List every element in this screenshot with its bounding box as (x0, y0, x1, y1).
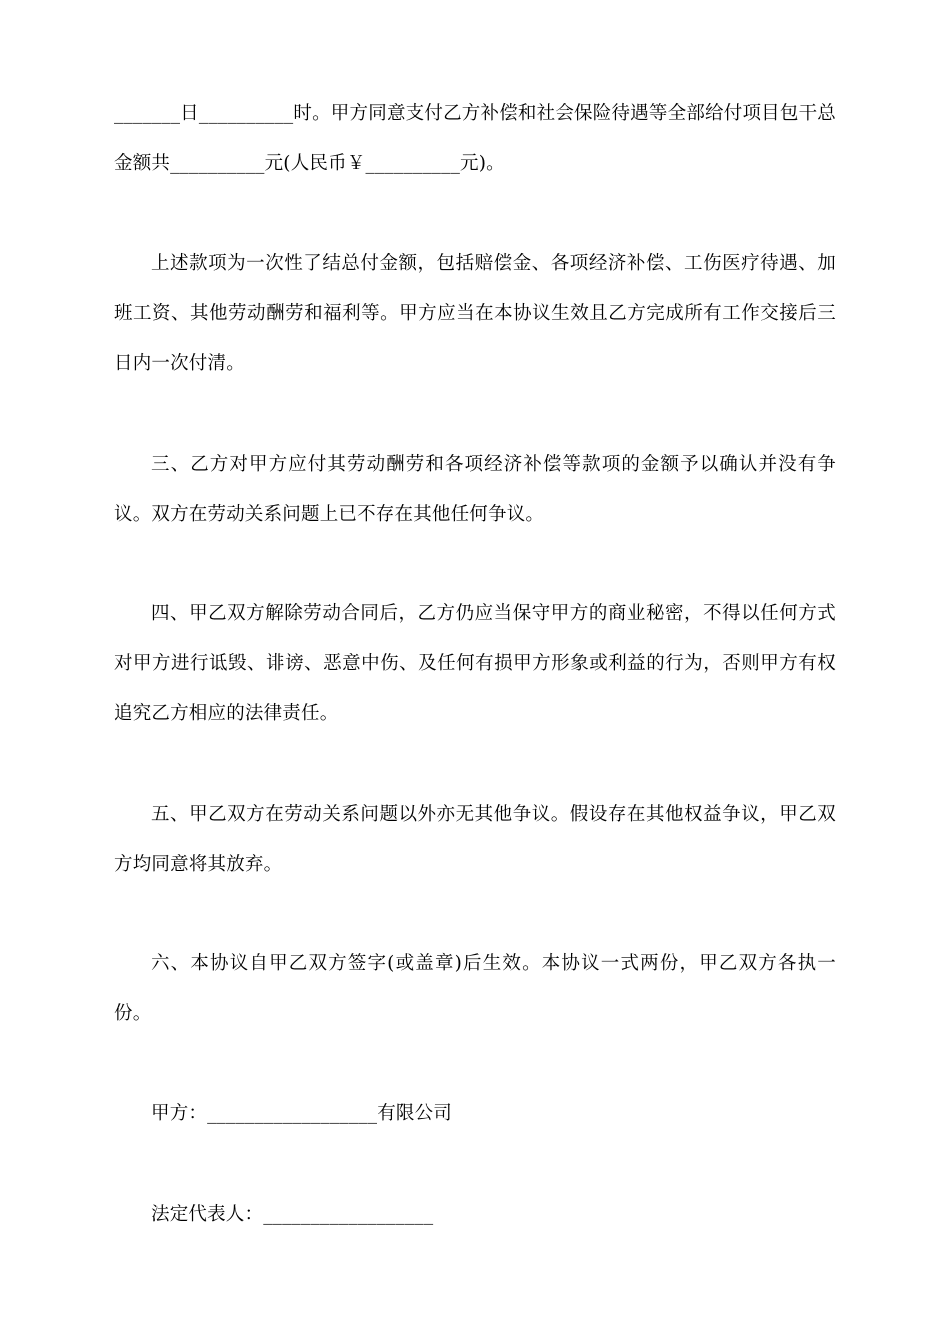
signature-legal-representative: 法定代表人：__________________ (151, 1204, 434, 1225)
paragraph-clause-4: 四、甲乙双方解除劳动合同后，乙方仍应当保守甲方的商业秘密，不得以任何方式对甲方进行诋毁、诽谤、恶意中伤、及任何有损甲方形象或利益的行为，否则甲方有权追究乙方相应的法律责任。 (114, 603, 836, 724)
signature-party-a: 甲方：__________________有限公司 (151, 1103, 453, 1124)
paragraph-clause-5: 五、甲乙双方在劳动关系问题以外亦无其他争议。假设存在其他权益争议，甲乙双方均同意将其放弃。 (114, 804, 836, 875)
paragraph-payment-terms: 上述款项为一次性了结总付金额，包括赔偿金、各项经济补偿、工伤医疗待遇、加班工资、其他劳动酬劳和福利等。甲方应当在本协议生效且乙方完成所有工作交接后三日内一次付清。 (114, 253, 836, 374)
paragraph-payment-total: _______日__________时。甲方同意支付乙方补偿和社会保险待遇等全部给付项目包干总金额共__________元(人民币￥__________元)。 (114, 103, 836, 174)
paragraph-clause-3: 三、乙方对甲方应付其劳动酬劳和各项经济补偿等款项的金额予以确认并没有争议。双方在劳动关系问题上已不存在其他任何争议。 (114, 454, 836, 525)
paragraph-clause-6: 六、本协议自甲乙双方签字(或盖章)后生效。本协议一式两份，甲乙双方各执一份。 (114, 953, 836, 1024)
